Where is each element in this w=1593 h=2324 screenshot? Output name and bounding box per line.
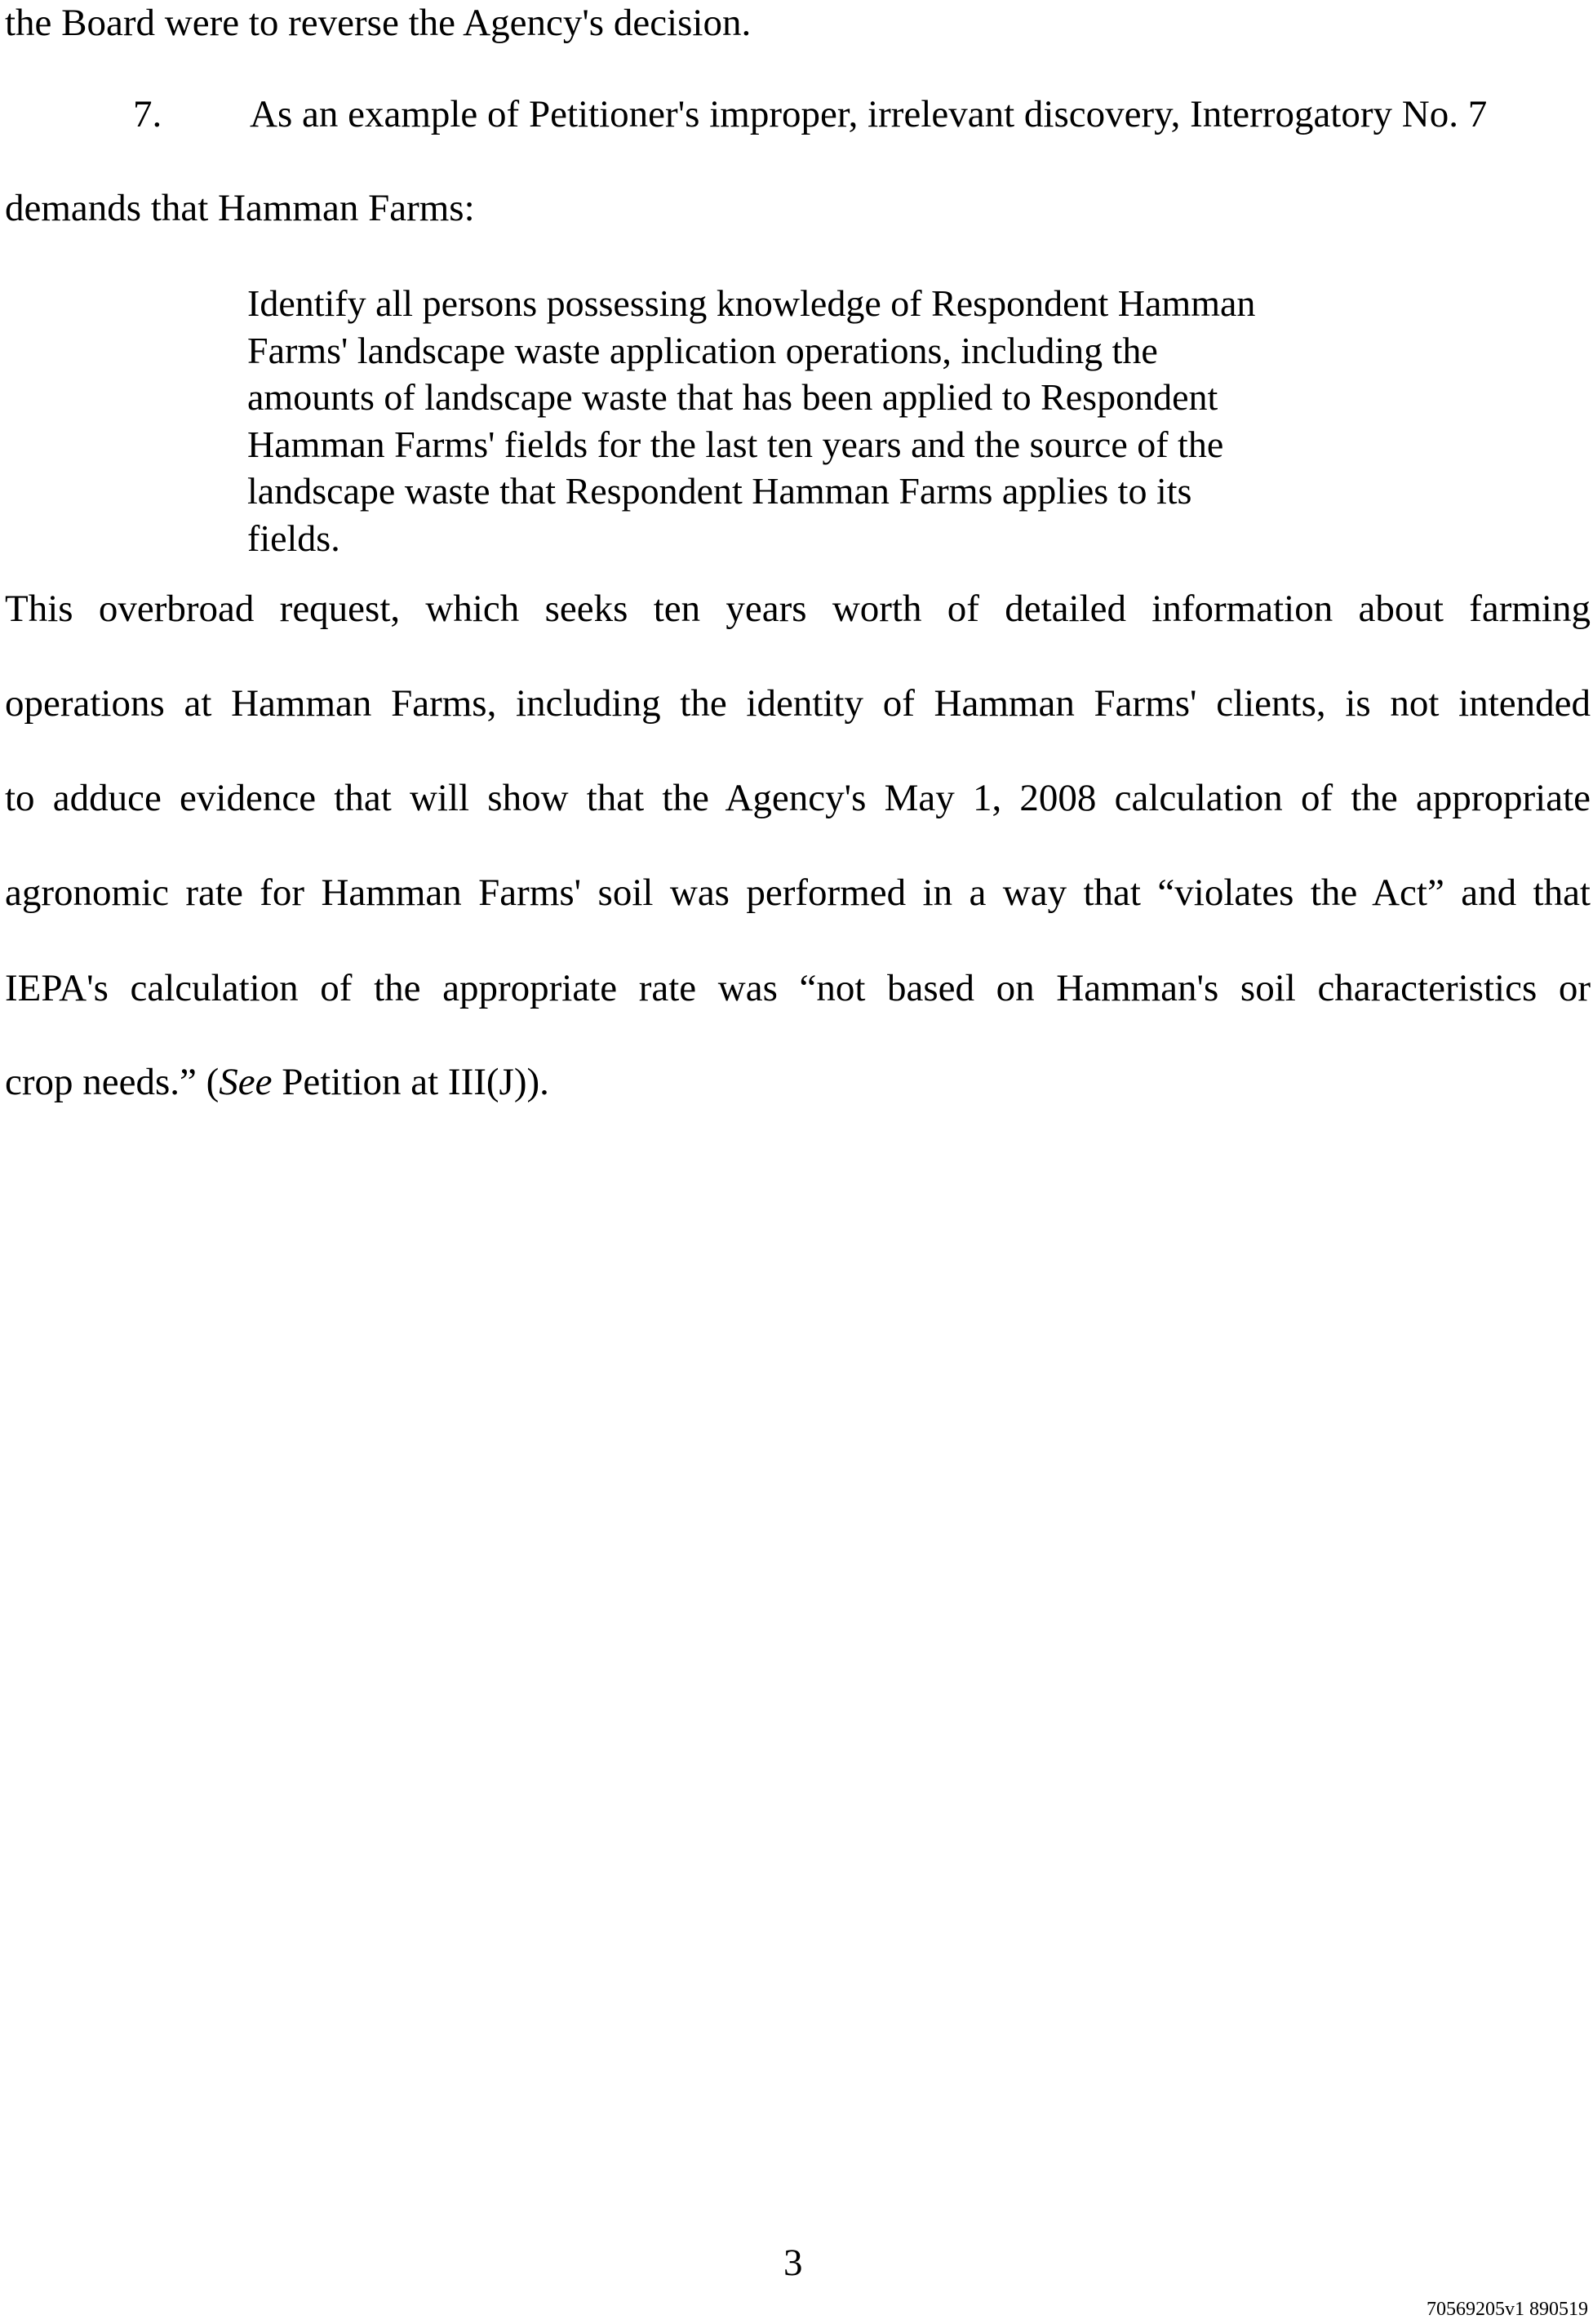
closing-line-suffix: Petition at III(J)).	[272, 1061, 549, 1103]
block-quote-line: landscape waste that Respondent Hamman Farms applies to its	[247, 470, 1192, 512]
body-line: IEPA's calculation of the appropriate rate was “not based on Hamman's soil characteristics or	[5, 967, 1591, 1009]
block-quote-line: Farms' landscape waste application operations, including the	[247, 329, 1158, 371]
opening-line: the Board were to reverse the Agency's decision.	[5, 2, 752, 44]
paragraph-7-first-line: As an example of Petitioner's improper, irrelevant discovery, Interrogatory No. 7	[250, 93, 1488, 135]
citation-signal: See	[219, 1061, 273, 1103]
paragraph-7-second-line: demands that Hamman Farms:	[5, 187, 475, 229]
document-id: 70569205v1 890519	[1427, 2299, 1588, 2320]
body-line: to adduce evidence that will show that the Agency's May 1, 2008 calculation of the appropriate	[5, 777, 1591, 819]
body-line: This overbroad request, which seeks ten years worth of detailed information about farming	[5, 588, 1591, 630]
closing-line-prefix: crop needs.” (	[5, 1061, 220, 1103]
block-quote-line: amounts of landscape waste that has been applied to Respondent	[247, 376, 1218, 418]
block-quote-line: fields.	[247, 517, 340, 559]
closing-line	[5, 1059, 549, 1105]
body-line: operations at Hamman Farms, including the identity of Hamman Farms' clients, is not intended	[5, 682, 1591, 725]
block-quote-line: Hamman Farms' fields for the last ten years and the source of the	[247, 423, 1224, 465]
block-quote	[247, 280, 1341, 561]
body-line: agronomic rate for Hamman Farms' soil was performed in a way that “violates the Act” and that	[5, 872, 1591, 914]
page-number: 3	[783, 2242, 803, 2284]
block-quote-line: Identify all persons possessing knowledge of Respondent Hamman	[247, 282, 1256, 324]
paragraph-number: 7.	[133, 93, 162, 135]
